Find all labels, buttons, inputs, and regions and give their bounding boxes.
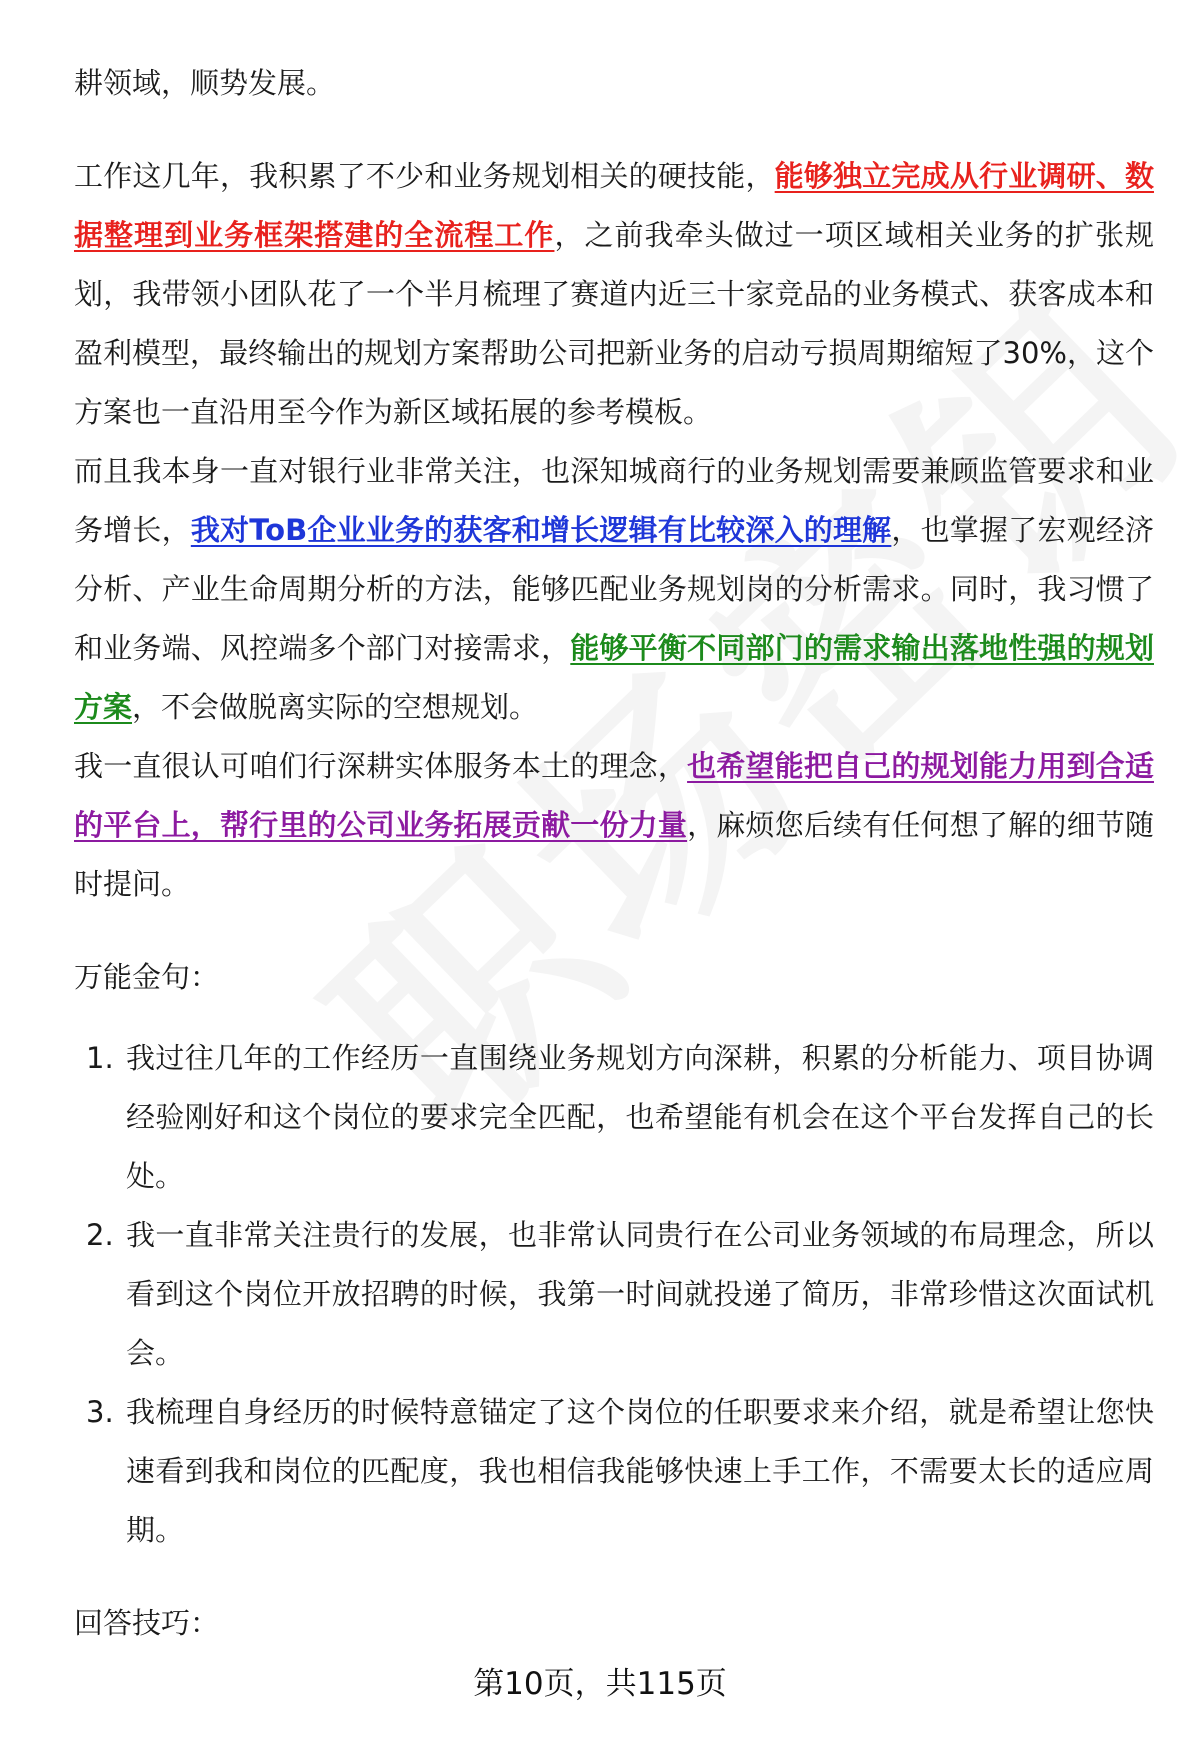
document-body	[74, 54, 1154, 1653]
list-item-number: 1.	[86, 1041, 114, 1075]
paragraph-skills-text-1: 工作这几年，我积累了不少和业务规划相关的硬技能，	[74, 159, 775, 193]
page-number-footer: 第10页，共115页	[473, 1666, 727, 1702]
highlight-purple-platform: 也希望能把自己的规划能力用到合适的平台上，帮行里的公司业务拓展贡献一份力量	[74, 749, 1154, 842]
golden-sentences-list	[74, 1029, 1154, 1560]
highlight-red-skills: 能够独立完成从行业调研、数据整理到业务框架搭建的全流程工作	[74, 159, 1154, 252]
paragraph-bank-text-3: ，不会做脱离实际的空想规划。	[132, 690, 539, 724]
list-item-text: 我一直非常关注贵行的发展，也非常认同贵行在公司业务领域的布局理念，所以看到这个岗位开放招聘的时候，我第一时间就投递了简历，非常珍惜这次面试机会。	[126, 1218, 1154, 1370]
list-item-number: 2.	[86, 1218, 114, 1252]
list-item	[74, 1383, 1154, 1560]
list-item-text: 我过往几年的工作经历一直围绕业务规划方向深耕，积累的分析能力、项目协调经验刚好和这个岗位的要求完全匹配，也希望能有机会在这个平台发挥自己的长处。	[126, 1041, 1154, 1193]
paragraph-bank	[74, 442, 1154, 737]
paragraph-skills-text-2: ，之前我牵头做过一项区域相关业务的扩张规划，我带领小团队花了一个半月梳理了赛道内近三十家竞品的业务模式、获客成本和盈利模型，最终输出的规划方案帮助公司把新业务的启动亏损周期缩短了30%，这个方案也一直沿用至今作为新区域拓展的参考模板。	[74, 218, 1154, 429]
list-item-number: 3.	[86, 1395, 114, 1429]
highlight-blue-tob: 我对ToB企业业务的获客和增长逻辑有比较深入的理解	[190, 513, 892, 547]
paragraph-closing-text-2: ，麻烦您后续有任何想了解的细节随时提问。	[74, 808, 1154, 901]
paragraph-skills	[74, 147, 1154, 442]
list-item	[74, 1206, 1154, 1383]
paragraph-bank-text-1: 而且我本身一直对银行业非常关注，也深知城商行的业务规划需要兼顾监管要求和业务增长，	[74, 454, 1154, 547]
paragraph-intro-tail: 耕领域，顺势发展。	[74, 66, 336, 100]
golden-sentences-heading: 万能金句：	[74, 960, 220, 994]
list-item-text: 我梳理自身经历的时候特意锚定了这个岗位的任职要求来介绍，就是希望让您快速看到我和岗位的匹配度，我也相信我能够快速上手工作，不需要太长的适应周期。	[126, 1395, 1154, 1547]
highlight-green-balance: 能够平衡不同部门的需求输出落地性强的规划方案	[74, 631, 1154, 724]
paragraph-closing-text-1: 我一直很认可咱们行深耕实体服务本土的理念，	[74, 749, 688, 783]
paragraph-closing	[74, 737, 1154, 914]
paragraph-bank-text-2: ，也掌握了宏观经济分析、产业生命周期分析的方法，能够匹配业务规划岗的分析需求。同时，我习惯了和业务端、风控端多个部门对接需求，	[74, 513, 1154, 665]
list-item	[74, 1029, 1154, 1206]
answer-tips-heading: 回答技巧：	[74, 1606, 220, 1640]
